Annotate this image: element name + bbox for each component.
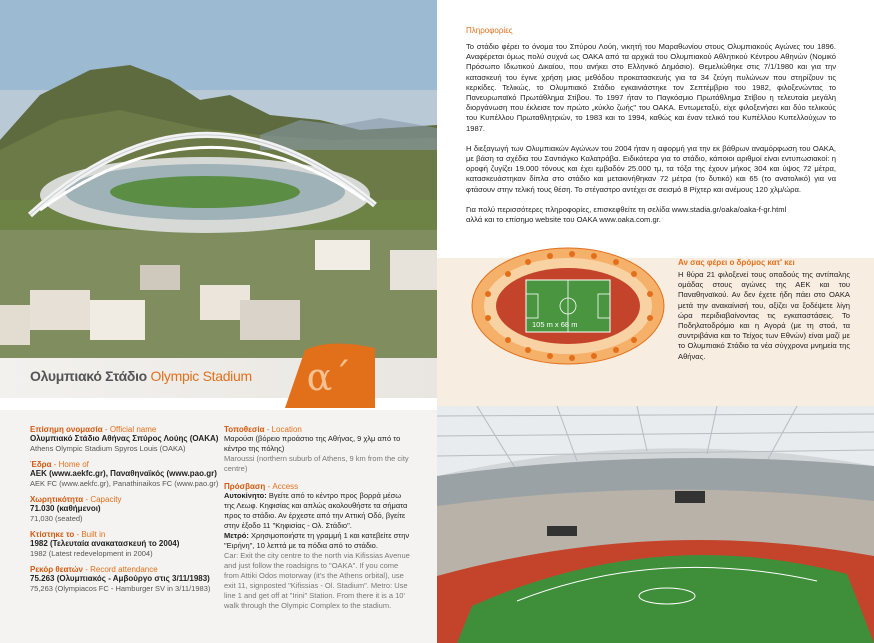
fact-value: 71.030 (καθήμενοι) (30, 504, 101, 513)
page-title-english: Olympic Stadium (150, 368, 252, 384)
access-label-gr: Πρόσβαση (224, 482, 266, 491)
location-access-column (224, 425, 412, 611)
info-para-3-line-1: Για πολύ περισσότερες πληροφορίες, επισκεφθείτε τη σελίδα www.stadia.gr/oaka/oaka-f-gr.html (466, 204, 787, 214)
fact-sub: 1982 (Latest redevelopment in 2004) (30, 549, 153, 558)
story-heading: Αν σας φέρει ο δρόμος κατ' κει (678, 258, 795, 267)
fact-sub: AEK FC (www.aekfc.gr), Panathinaikos FC (www.pao.gr) (30, 479, 219, 488)
orange-badge (285, 338, 375, 408)
access-metro-lead: Μετρό: (224, 531, 249, 540)
fact-label-en: Official name (109, 425, 157, 434)
page-title (30, 368, 252, 384)
pitch-dimensions: 105 m x 68 m (532, 320, 578, 329)
access-en-text: Car: Exit the city centre to the north via Kifissias Avenue and just follow the roadsigns to "OAKA". If you come from Attiki Odos motorway (it's the Athens orbital), use exit 11, signposted "Kifissias - Ol. Stadium". Metro: Use line 1 and get off at "Irini" Station. From there it is a 10' walk through the Olympic Complex to the stadium. (224, 551, 410, 610)
info-para-1: Το στάδιο φέρει το όνομα του Σπύρου Λούη, νικητή του Μαραθωνίου στους Ολυμπιακούς Αγώνες του 1896. Αναφέρεται όμως πολύ συχνά ως ΟΑΚΑ από τα αρχικά του Ολυμπιακού Αθλητικού Κέντρου Αθηνών (Νομικό Πρόσωπο Ιδιωτικού Δικαίου, που ανήκει στο Ελληνικό Δημόσιο). Θεμελιώθηκε στις 7/1/1980 και για την κατασκευή του έγινε χρήση μιας μεθόδου προκατασκευής για τα 34 ζεύγη πυλώνων που στηρίζουν τις κερκίδες. Τελικώς, το Ολυμπιακό Στάδιο εγκαινιάστηκε τον Σεπτέμβριο του 1982, φιλοξενώντας το Πανευρωπαϊκό Πρωτάθλημα Στίβου. Το 1997 ήταν το Παγκόσμιο Πρωτάθλημα Στίβου η τελευταία μεγάλη διοργάνωση που έκλεισε τον πρώτο „κύκλο ζωής" του ΟΑΚΑ. Εντωμεταξύ, είχε φιλοξενήσει και δύο τελικούς του Κυπέλλου Πρωταθλητριών, το 1983 και το 1994, καθώς και έναν τελικό του Κυπέλλου Κυπελλούχων το 1987. (466, 42, 836, 133)
fact-sub: 75,263 (Olympiacos FC - Hamburger SV in 3/11/1983) (30, 584, 211, 593)
fact-label-en: Capacity (90, 495, 122, 504)
access-car-text: Βγείτε από το κέντρο προς βορρά μέσω της Λεωφ. Κηφισίας και απλώς ακολουθήστε τα σήματα προς το στάδιο. Αν έρχεστε από την Αττική Οδό, βγείτε στην έξοδο 11 "Κηφισίας - Ολ. Στάδιο". (224, 491, 408, 530)
location-label-gr: Τοποθεσία (224, 425, 265, 434)
fact-access: Πρόσβαση - Access Αυτοκίνητο: Βγείτε από το κέντρο προς βορρά μέσω της Λεωφ. Κηφισίας και απλώς ακολουθήστε τα σήματα προς το στάδιο. Αν έρχεστε από την Αττική Οδό, βγείτε στην έξοδο 11 "Κηφισίας - Ολ. Στάδιο". Μετρό: Χρησιμοποιήστε τη γραμμή 1 και κατεβείτε στην "Ειρήνη", 10 λεπτά με τα πόδια από το στάδιο. Car: Exit the city centre to the north via Kifissias Avenue and just follow the roadsigns to "OAKA". If you come from Attiki Odos motorway (it's the Athens orbital), use exit 11, signposted "Kifissias - Ol. Stadium". Metro: Use line 1 and get off at "Irini" Station. From there it is a 10' walk through the Olympic Complex to the stadium. (224, 482, 412, 611)
fact-location: Τοποθεσία - Location Μαρούσι (βόρειο προάστιο της Αθήνας, 9 χλμ από το κέντρο της πόλης) Maroussi (northern suburb of Athens, 9 km from the city centre) (224, 425, 412, 474)
fact-sub: 71,030 (seated) (30, 514, 83, 523)
fact-value: AEK (www.aekfc.gr), Παναθηναϊκός (www.pao.gr) (30, 469, 217, 478)
access-metro-text: Χρησιμοποιήστε τη γραμμή 1 και κατεβείτε στην "Ειρήνη", 10 λεπτά με τα πόδια από το στάδιο. (224, 531, 410, 550)
stadium-aerial-illustration (0, 0, 437, 358)
fact-label-en: Home of (58, 460, 89, 469)
story-text (678, 258, 850, 362)
info-para-2: Η διεξαγωγή των Ολυμπιακών Αγώνων του 2004 ήταν η αφορμή για την εκ βάθρων αναμόρφωση του ΟΑΚΑ, με βάση τα σχέδια του Σαντιάγκο Καλατράβα. Ειδικότερα για το στάδιο, κάποιοι αριθμοί είναι εντυπωσιακοί: η οροφή ζυγίζει 19.000 τόνους και έχει εμβαδόν 25.000 τμ, τα τόξα της έχουν μήκος 304 και ύψος 72 μέτρα, κατασκευάστηκαν δίπλα στο στάδιο και μετακινήθηκαν 72 μέτρα (το δυτικό) και 65 (το ανατολικό) για να φτάσουν στην τελική τους θέση. Το στέγαστρο αντέχει σε σεισμό 8 Ρίχτερ και ανέμους 120 χλμ/ώρα. (466, 143, 836, 194)
fact-record-attendance: Ρεκόρ θεατών - Record attendance 75.263 (Ολυμπιακός - Αμβούργο στις 3/11/1983) 75,263 (Olympiacos FC - Hamburger SV in 3/11/1983) (30, 565, 220, 594)
fact-label-en: Built in (81, 530, 106, 539)
fact-label-gr: Ρεκόρ θεατών (30, 565, 83, 574)
story-paragraph: Η θύρα 21 φιλοξενεί τους οπαδούς της αντίπαλης ομάδας στους αγώνες της ΑΕΚ και του Παναθηναϊκού. Αν δεν έχετε ήδη πάει στο ΟΑΚΑ μετά την ανακαίνισή του, αξίζει να ξοδέψετε λίγη ώρα περιδιαβαίνοντας τις εγκαταστάσεις. Το Ποδηλατοδρόμιο και η Αγορά (με τη στοά, τα συντριβάνια και το Τείχος των Εθνών) είναι μαζί με το Ολυμπιακό Στάδιο τα νέα σύγχρονα μνημεία της Αθήνας. (678, 270, 850, 361)
badge-letter: α΄ (306, 355, 352, 399)
stadium-interior-photo (437, 406, 874, 643)
access-label-en: Access (272, 482, 299, 491)
fact-official-name: Επίσημη ονομασία - Official name Ολυμπιακό Στάδιο Αθήνας Σπύρος Λούης (ΟΑΚΑ) Athens Olympic Stadium Spyros Louis (OAKA) (30, 425, 219, 453)
location-label-en: Location (271, 425, 302, 434)
fact-label-gr: Χωρητικότητα (30, 495, 84, 504)
info-para-3-line-2: αλλά και το επίσημο website του ΟΑΚΑ www.oaka.com.gr. (466, 215, 661, 225)
fact-capacity: Χωρητικότητα - Capacity 71.030 (καθήμενοι) 71,030 (seated) (30, 495, 220, 524)
fact-built-in: Κτίστηκε το - Built in 1982 (Τελευταία ανακατασκευή το 2004) 1982 (Latest redevelopment in 2004) (30, 530, 220, 559)
fact-label-gr: Κτίστηκε το (30, 530, 75, 539)
stadium-interior-illustration (437, 406, 874, 643)
fact-value: 1982 (Τελευταία ανακατασκευή το 2004) (30, 539, 180, 548)
stadium-aerial-photo (0, 0, 437, 358)
access-gr-car (224, 491, 412, 531)
fact-sub: Athens Olympic Stadium Spyros Louis (OAKA) (30, 444, 186, 453)
fact-value: Ολυμπιακό Στάδιο Αθήνας Σπύρος Λούης (ΟΑΚΑ) (30, 434, 219, 443)
info-text (466, 26, 836, 225)
location-gr-text: Μαρούσι (βόρειο προάστιο της Αθήνας, 9 χλμ από το κέντρο της πόλης) (224, 434, 401, 453)
fact-value: 75.263 (Ολυμπιακός - Αμβούργο στις 3/11/1983) (30, 574, 210, 583)
fact-label-en: Record attendance (90, 565, 158, 574)
page-title-greek: Ολυμπιακό Στάδιο (30, 368, 147, 384)
location-en-text: Maroussi (northern suburb of Athens, 9 km from the city centre) (224, 454, 409, 473)
fact-label-gr: Επίσημη ονομασία (30, 425, 103, 434)
fact-label-gr: Έδρα (30, 460, 52, 469)
access-car-lead: Αυτοκίνητο: (224, 491, 267, 500)
facts-column (30, 425, 220, 594)
info-heading: Πληροφορίες (466, 26, 513, 35)
stadium-seating-map (468, 244, 668, 368)
fact-home-of: Έδρα - Home of AEK (www.aekfc.gr), Παναθηναϊκός (www.pao.gr) AEK FC (www.aekfc.gr), Panathinaikos FC (www.pao.gr) (30, 460, 219, 488)
access-gr-metro (224, 531, 412, 551)
